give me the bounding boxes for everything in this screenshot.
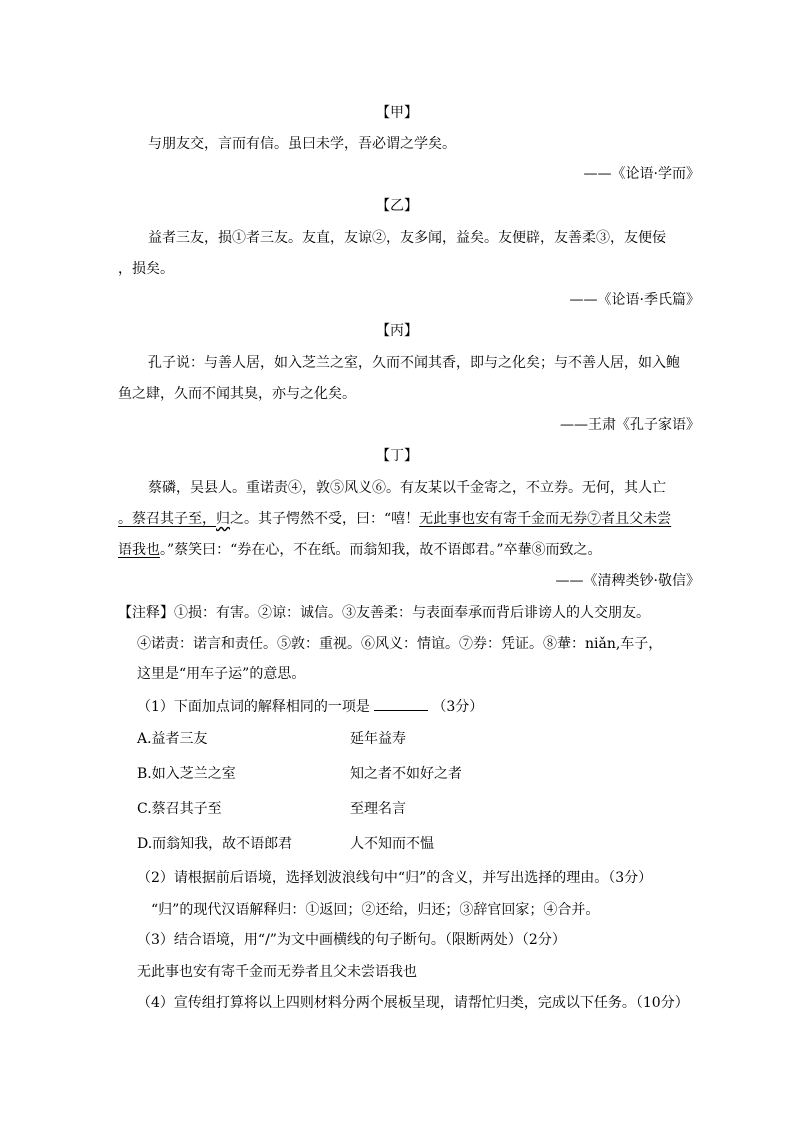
option-d-right: 人不知而不愠 <box>350 836 434 852</box>
underlined-sentence-part2: 语我也 <box>118 542 160 558</box>
wavy-underlined-word: 归 <box>216 511 230 527</box>
answer-blank[interactable] <box>374 696 428 711</box>
section-heading-bing: 【丙】 <box>376 323 418 339</box>
notes-line2: ④诺责：诺言和责任。⑤敦：重视。⑥风义：情谊。⑦券：凭证。⑧輂：niǎn,车子， <box>137 636 663 652</box>
option-d-left: D.而翁知我，故不语郎君 <box>137 836 293 852</box>
section-body-bing-line2: 鱼之肆，久而不闻其臭，亦与之化矣。 <box>118 386 356 402</box>
question-1-score: （3分） <box>432 699 484 715</box>
notes-line1: 【注释】①损：有害。②谅：诚信。③友善柔：与表面奉承而背后诽谤人的人交朋友。 <box>118 605 650 621</box>
section-body-ding-line3 <box>118 540 601 560</box>
section-body-bing-line1: 孔子说：与善人居，如入芝兰之室，久而不闻其香，即与之化矣；与不善人居，如入鲍 <box>148 355 680 371</box>
source-jia: ——《论语·学而》 <box>583 166 700 182</box>
ding-text-segment: 之。其子愕然不受，曰：“嘻！ <box>230 511 420 527</box>
option-a-right: 延年益寿 <box>350 731 406 747</box>
option-b-left: B.如入芝兰之室 <box>137 766 236 782</box>
option-c-right: 至理名言 <box>350 801 406 817</box>
section-body-yi-line2: ，损矣。 <box>118 261 174 277</box>
section-body-jia: 与朋友交，言而有信。虽曰未学，吾必谓之学矣。 <box>148 136 456 152</box>
underlined-sentence-part1: 无此事也安有寄千金而无券⑦者且父未尝 <box>419 511 672 527</box>
section-body-ding-line2 <box>118 509 671 529</box>
section-heading-yi: 【乙】 <box>376 198 418 214</box>
source-yi: ——《论语·季氏篇》 <box>569 292 700 308</box>
source-ding: ——《清稗类钞·敬信》 <box>555 573 700 589</box>
source-bing: ——王肃《孔子家语》 <box>560 417 700 433</box>
notes-line3: 这里是“用车子运”的意思。 <box>137 666 306 682</box>
section-heading-ding: 【丁】 <box>376 448 418 464</box>
question-3-stem: （3）结合语境，用“/”为文中画横线的句子断句。（限断两处）（2分） <box>137 932 566 948</box>
question-4-stem: （4）宣传组打算将以上四则材料分两个展板呈现，请帮忙归类，完成以下任务。（10分） <box>137 995 689 1011</box>
question-2-detail: “归”的现代汉语解释归：①返回；②还给，归还；③辞官回家；④合并。 <box>151 902 600 918</box>
option-b-right: 知之者不如好之者 <box>350 766 462 782</box>
option-c-left: C.蔡召其子至 <box>137 801 222 817</box>
section-heading-jia: 【甲】 <box>376 105 418 121</box>
question-3-sentence: 无此事也安有寄千金而无券者且父未尝语我也 <box>137 964 417 980</box>
option-a-left: A.益者三友 <box>137 731 208 747</box>
question-2-stem: （2）请根据前后语境，选择划波浪线句中“归”的含义，并写出选择的理由。（3分） <box>137 870 653 886</box>
section-body-yi-line1: 益者三友，损①者三友。友直，友谅②，友多闻，益矣。友便辟，友善柔③，友便佞 <box>148 230 666 246</box>
question-1-stem <box>137 696 483 717</box>
section-body-ding-line1: 蔡磷，吴县人。重诺责④，敦⑤风义⑥。有友某以千金寄之，不立券。无何，其人亡 <box>148 480 666 496</box>
question-1-text: （1）下面加点词的解释相同的一项是 <box>137 699 370 715</box>
ding-text-segment: 。蔡召其子至， <box>118 511 216 527</box>
ding-text-segment: 。”蔡笑曰：“券在心，不在纸。而翁知我，故不语郎君。”卒輂⑧而致之。 <box>160 542 602 558</box>
